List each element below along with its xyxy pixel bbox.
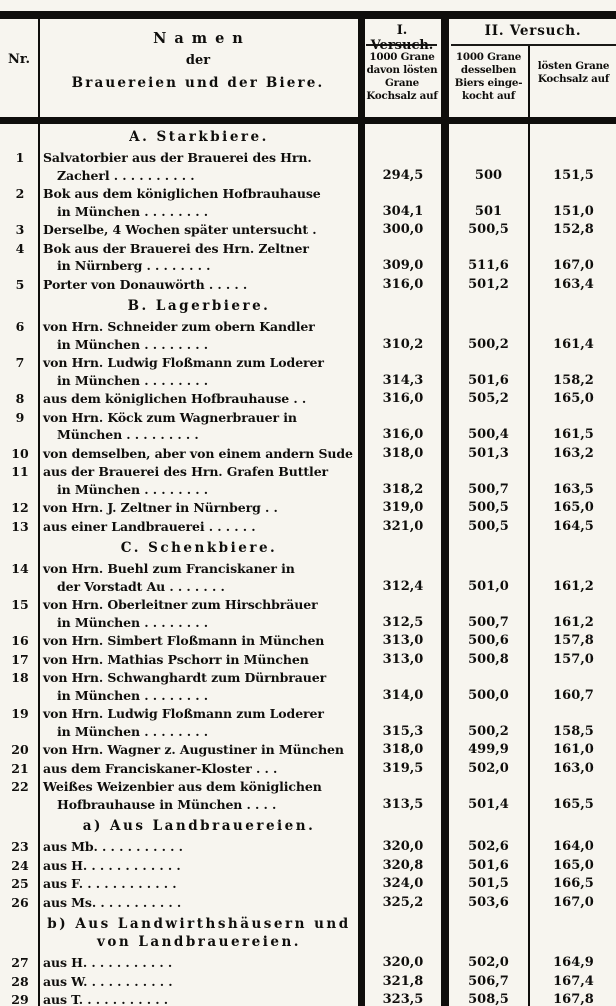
- trial2-title: II. Versuch.: [484, 23, 582, 39]
- row-name-line: von Hrn. Ludwig Floßmann zum Loderer: [43, 706, 324, 721]
- value-trial2-salt: 158,2: [553, 372, 594, 388]
- value-trial2-salt: 163,0: [553, 760, 594, 776]
- row-name: [40, 651, 358, 669]
- row-name: [40, 518, 358, 536]
- section-header: [40, 536, 358, 559]
- value-trial2-salt: 164,0: [553, 839, 594, 854]
- value-trial2-salt: 151,0: [553, 203, 594, 219]
- row-name: [40, 669, 358, 704]
- row-number: 26: [11, 894, 29, 910]
- value-trial2-boiled: 500,7: [468, 481, 509, 497]
- row-number: 11: [11, 464, 29, 479]
- value-trial1-salt: 316,0: [382, 427, 424, 442]
- value-trial2-salt: 157,0: [553, 651, 594, 667]
- names-header-line2: der: [185, 53, 211, 68]
- row-name-line: von Hrn. Köck zum Wagnerbrauer in: [43, 409, 297, 425]
- row-name: [40, 390, 358, 408]
- row-name-line: München . . . . . . . . .: [57, 427, 199, 442]
- value-trial1-salt: 300,0: [382, 222, 424, 237]
- value-trial2-boiled: 500,4: [468, 427, 509, 442]
- row-name-line: in München . . . . . . . .: [57, 614, 208, 630]
- value-trial1-salt: 316,0: [382, 391, 424, 406]
- row-name-line: Weißes Weizenbier aus dem königlichen: [43, 779, 322, 794]
- row-name-line: in München . . . . . . . .: [57, 372, 208, 388]
- row-name-line: aus F. . . . . . . . . . . .: [43, 876, 177, 891]
- value-trial2-boiled: 502,0: [468, 760, 509, 776]
- value-trial2-salt: 157,8: [553, 633, 594, 648]
- value-trial2-salt: 161,5: [553, 427, 594, 442]
- value-trial2-boiled: 500,2: [468, 336, 509, 352]
- row-name: [40, 991, 358, 1006]
- value-trial2-boiled: 502,6: [468, 839, 509, 854]
- value-trial2-salt: 161,0: [553, 742, 594, 757]
- row-name-line: aus H. . . . . . . . . . . .: [43, 857, 181, 873]
- names-column-header: [40, 27, 356, 95]
- section-header: [40, 814, 358, 837]
- row-name: [40, 276, 358, 294]
- value-trial2-salt: 151,5: [553, 167, 594, 183]
- value-trial1-salt: 318,2: [382, 481, 424, 497]
- value-trial2-boiled: 500,5: [468, 518, 509, 534]
- row-name-line: in Nürnberg . . . . . . . .: [57, 258, 211, 273]
- value-trial2-salt: 165,0: [553, 391, 594, 406]
- row-name-line: aus der Brauerei des Hrn. Grafen Buttler: [43, 464, 329, 479]
- value-trial2-boiled: 500,6: [468, 633, 509, 648]
- value-trial2-boiled: 501,2: [468, 276, 509, 292]
- value-trial1-salt: 319,5: [382, 760, 424, 776]
- row-number: 14: [11, 561, 29, 576]
- row-number: 18: [11, 670, 29, 685]
- value-trial1-salt: 324,0: [382, 876, 424, 891]
- header-subline: Kochsalz auf: [537, 73, 610, 85]
- header-subline: desselben: [460, 64, 517, 76]
- row-number: 13: [11, 518, 29, 534]
- row-name-line: Hofbrauhause in München . . . .: [57, 796, 277, 812]
- row-number: 19: [11, 706, 29, 721]
- row-name: [40, 857, 358, 875]
- names-header-line3: Brauereien und der Biere.: [71, 75, 325, 91]
- row-name-line: von Hrn. Buehl zum Franciskaner in: [43, 561, 295, 576]
- top-border-rule: [0, 11, 616, 19]
- header-bottom-rule: [0, 117, 616, 124]
- value-trial2-salt: 165,5: [553, 796, 594, 812]
- row-number: 2: [15, 186, 25, 201]
- row-name: [40, 354, 358, 389]
- trial1-title: I. Versuch.: [370, 23, 434, 53]
- row-name: [40, 760, 358, 778]
- row-name-line: aus dem königlichen Hofbrauhause . .: [43, 391, 307, 406]
- value-trial2-boiled: 501,6: [468, 372, 509, 388]
- row-number: 5: [15, 276, 25, 292]
- row-number: 28: [11, 973, 29, 989]
- row-name-line: Bok aus der Brauerei des Hrn. Zeltner: [43, 240, 309, 256]
- row-name-line: in München . . . . . . . .: [57, 687, 208, 703]
- row-name: [40, 445, 358, 463]
- value-trial1-salt: 313,0: [382, 633, 424, 648]
- section-header-line: B. Lagerbiere.: [127, 298, 271, 314]
- row-name: [40, 499, 358, 517]
- value-trial2-salt: 163,5: [553, 481, 594, 497]
- row-name-line: in München . . . . . . . .: [57, 203, 208, 219]
- row-name-line: Bok aus dem königlichen Hofbrauhause: [43, 186, 321, 201]
- row-name-line: von Hrn. Oberleitner zum Hirschbräuer: [43, 597, 318, 612]
- row-name: [40, 318, 358, 353]
- row-name-line: aus T. . . . . . . . . . .: [43, 992, 169, 1006]
- value-trial2-boiled: 501,3: [468, 445, 509, 461]
- value-trial2-boiled: 499,9: [468, 742, 509, 757]
- value-trial2-salt: 152,8: [553, 222, 594, 237]
- value-trial2-boiled: 500,5: [468, 222, 509, 237]
- row-name-line: in München . . . . . . . .: [57, 723, 208, 739]
- row-name-line: aus dem Franciskaner-Kloster . . .: [43, 760, 278, 776]
- value-trial1-salt: 315,3: [382, 723, 424, 739]
- row-name: [40, 185, 358, 220]
- value-trial2-salt: 167,0: [553, 894, 594, 910]
- row-name-line: von Hrn. Wagner z. Augustiner in München: [43, 742, 344, 757]
- row-number: 1: [15, 150, 25, 165]
- value-trial2-salt: 163,2: [553, 445, 594, 461]
- value-trial2-salt: 165,0: [553, 857, 594, 873]
- value-trial2-boiled: 508,5: [468, 992, 509, 1006]
- row-number: 20: [11, 742, 29, 757]
- value-trial1-salt: 321,8: [382, 973, 424, 989]
- row-name: [40, 778, 358, 813]
- value-trial1-salt: 304,1: [382, 203, 424, 219]
- section-header: [40, 294, 358, 317]
- row-name-line: von Hrn. Schneider zum obern Kandler: [43, 319, 315, 334]
- value-trial2-boiled: 506,7: [468, 973, 509, 989]
- row-number: 6: [15, 319, 25, 334]
- row-name: [40, 894, 358, 912]
- section-header-line: a) Aus Landbrauereien.: [82, 818, 316, 834]
- row-name: [40, 409, 358, 444]
- value-trial1-salt: 320,0: [382, 955, 424, 970]
- row-name-line: Zacherl . . . . . . . . . .: [57, 167, 195, 183]
- row-name: [40, 560, 358, 595]
- value-trial2-salt: 161,2: [553, 578, 594, 594]
- row-number: 15: [11, 597, 29, 612]
- value-trial2-salt: 165,0: [553, 500, 594, 515]
- row-name-line: von Hrn. Mathias Pschorr in München: [43, 651, 309, 667]
- trial2-title-underline: [451, 44, 616, 46]
- header-subline: kocht auf: [462, 90, 515, 102]
- value-trial2-boiled: 501,0: [468, 578, 509, 594]
- row-name-line: in München . . . . . . . .: [57, 336, 208, 352]
- row-number: 24: [11, 857, 29, 873]
- value-trial1-salt: 323,5: [382, 992, 424, 1006]
- header-subline: 1000 Grane: [455, 51, 522, 63]
- value-trial2-salt: 167,4: [553, 973, 594, 989]
- section-header-line: b) Aus Landwirthshäusern und: [47, 916, 351, 932]
- row-name: [40, 705, 358, 740]
- row-name-line: aus W. . . . . . . . . . .: [43, 973, 173, 989]
- row-name: [40, 741, 358, 759]
- value-trial1-salt: 320,0: [382, 839, 424, 854]
- value-trial1-salt: 310,2: [382, 336, 424, 352]
- value-trial2-salt: 167,8: [553, 992, 594, 1006]
- table-body: [0, 125, 616, 1006]
- row-number: 27: [11, 955, 29, 970]
- value-trial1-salt: 321,0: [382, 518, 424, 534]
- value-trial1-salt: 314,3: [382, 372, 424, 388]
- row-name: [40, 463, 358, 498]
- value-trial2-boiled: 501,5: [468, 876, 509, 891]
- names-header-line1: Namen: [153, 30, 251, 47]
- header-subline: 1000 Grane: [369, 51, 435, 63]
- row-name: [40, 838, 358, 856]
- row-number: 25: [11, 876, 29, 891]
- row-number: 17: [11, 651, 29, 667]
- value-trial1-salt: 309,0: [382, 258, 424, 273]
- value-trial1-salt: 319,0: [382, 500, 424, 515]
- value-trial2-boiled: 500,7: [468, 614, 509, 630]
- header-subline: lösten Grane: [537, 60, 610, 72]
- row-number: 22: [11, 779, 29, 794]
- row-number: 8: [15, 391, 25, 406]
- row-name-line: in München . . . . . . . .: [57, 481, 208, 497]
- row-name-line: Porter von Donauwörth . . . . .: [43, 276, 248, 292]
- value-trial1-salt: 313,0: [382, 651, 424, 667]
- value-trial1-salt: 313,5: [382, 796, 424, 812]
- value-trial2-boiled: 500,2: [468, 723, 509, 739]
- value-trial1-salt: 312,5: [382, 614, 424, 630]
- row-name-line: Salvatorbier aus der Brauerei des Hrn.: [43, 150, 312, 165]
- row-name-line: von Hrn. J. Zeltner in Nürnberg . .: [43, 500, 278, 515]
- value-trial2-salt: 164,5: [553, 518, 594, 534]
- section-header-line: C. Schenkbiere.: [120, 540, 278, 556]
- row-name-line: aus einer Landbrauerei . . . . . .: [43, 518, 256, 534]
- row-name: [40, 954, 358, 972]
- value-trial2-salt: 158,5: [553, 723, 594, 739]
- section-header-line: A. Starkbiere.: [129, 129, 269, 145]
- row-name-line: aus Ms. . . . . . . . . . .: [43, 894, 182, 910]
- row-name: [40, 632, 358, 650]
- row-name-line: aus H. . . . . . . . . . .: [43, 955, 173, 970]
- row-number: 21: [11, 760, 29, 776]
- row-name: [40, 875, 358, 893]
- value-trial2-boiled: 500,0: [468, 687, 509, 703]
- row-name-line: aus Mb. . . . . . . . . . .: [43, 839, 183, 854]
- row-number: 23: [11, 839, 29, 854]
- row-number: 29: [11, 992, 29, 1006]
- value-trial1-salt: 320,8: [382, 857, 424, 873]
- value-trial1-salt: 318,0: [382, 445, 424, 461]
- header-subline: Grane: [385, 77, 419, 89]
- value-trial2-boiled: 505,2: [468, 391, 509, 406]
- value-trial2-salt: 161,4: [553, 336, 594, 352]
- value-trial1-salt: 294,5: [382, 167, 424, 183]
- row-number: 9: [15, 409, 25, 425]
- row-name: [40, 149, 358, 184]
- value-trial1-salt: 316,0: [382, 276, 424, 292]
- value-trial2-boiled: 511,6: [468, 258, 509, 273]
- row-name-line: von demselben, aber von einem andern Sude: [43, 445, 353, 461]
- section-header: [40, 912, 358, 953]
- value-trial2-boiled: 500,5: [468, 500, 509, 515]
- value-trial2-salt: 160,7: [553, 687, 594, 703]
- nr-column-header: Nr.: [7, 52, 31, 67]
- value-trial2-boiled: 503,6: [468, 894, 509, 910]
- row-number: 10: [11, 445, 29, 461]
- row-number: 3: [15, 222, 25, 237]
- value-trial2-boiled: 501,6: [468, 857, 509, 873]
- value-trial2-salt: 163,4: [553, 276, 594, 292]
- value-trial1-salt: 318,0: [382, 742, 424, 757]
- row-name-line: der Vorstadt Au . . . . . . .: [57, 578, 225, 594]
- value-trial1-salt: 314,0: [382, 687, 424, 703]
- trial2-subheader-a: [449, 51, 528, 103]
- row-name: [40, 596, 358, 631]
- value-trial2-boiled: 501,4: [468, 796, 509, 812]
- row-name-line: Derselbe, 4 Wochen später untersucht .: [43, 222, 317, 237]
- value-trial2-salt: 164,9: [553, 955, 594, 970]
- section-header-line: von Landbrauereien.: [97, 934, 301, 950]
- row-name: [40, 240, 358, 275]
- value-trial2-salt: 167,0: [553, 258, 594, 273]
- row-name-line: von Hrn. Ludwig Floßmann zum Loderer: [43, 355, 324, 370]
- row-number: 16: [11, 633, 29, 648]
- row-name: [40, 221, 358, 239]
- header-subline: Kochsalz auf: [366, 90, 438, 102]
- value-trial2-boiled: 501: [474, 203, 503, 219]
- row-name-line: von Hrn. Simbert Floßmann in München: [43, 633, 325, 648]
- value-trial1-salt: 312,4: [382, 578, 424, 594]
- row-name-line: von Hrn. Schwanghardt zum Dürnbrauer: [43, 670, 327, 685]
- row-number: 12: [11, 500, 29, 515]
- row-number: 7: [15, 355, 25, 370]
- value-trial2-boiled: 502,0: [468, 955, 509, 970]
- value-trial2-salt: 166,5: [553, 876, 594, 891]
- header-subline: Biers einge-: [454, 77, 523, 89]
- trial2-subheader-b: [531, 60, 616, 86]
- value-trial2-boiled: 500: [474, 167, 503, 183]
- value-trial2-boiled: 500,8: [468, 651, 509, 667]
- trial1-subheader: [364, 51, 440, 103]
- section-header: [40, 125, 358, 148]
- header-subline: davon lösten: [366, 64, 438, 76]
- value-trial2-salt: 161,2: [553, 614, 594, 630]
- row-number: 4: [15, 240, 25, 256]
- value-trial1-salt: 325,2: [382, 894, 424, 910]
- row-name: [40, 973, 358, 991]
